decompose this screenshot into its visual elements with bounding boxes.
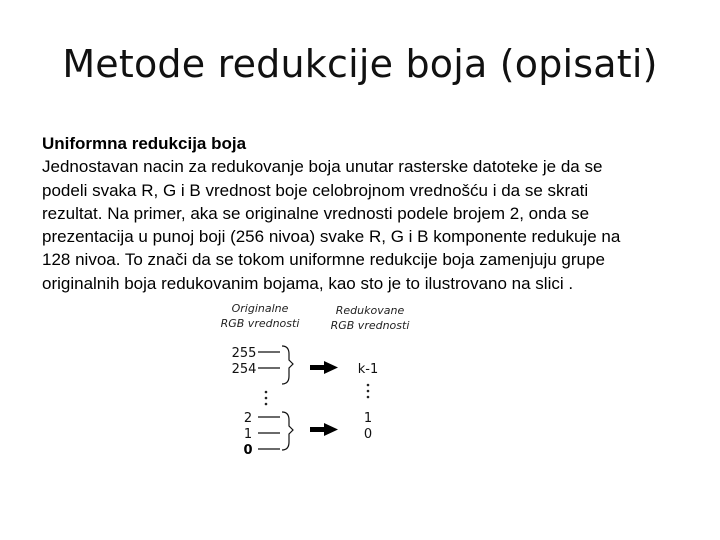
body-line: rezultat. Na primer, aka se originalne vrednosti podele brojem 2, onda se	[42, 203, 590, 223]
body-line: podeli svaka R, G i B vrednost boje celobrojnom vrednošću i da se skrati	[42, 180, 589, 200]
color-reduction-figure	[196, 294, 496, 464]
reduced-value: 0	[363, 427, 373, 442]
original-value: 1	[243, 427, 253, 442]
section-heading: Uniformna redukcija boja	[42, 134, 247, 153]
original-ellipsis-icon	[265, 391, 268, 406]
original-label-line2: RGB vrednosti	[220, 317, 300, 330]
original-value: 2	[243, 411, 253, 426]
body-line: 128 nivoa. To znači da se tokom uniformne redukcije boja zamenjuju grupe	[42, 250, 605, 270]
original-value: 254	[231, 362, 257, 377]
reduced-value: 1	[363, 411, 373, 426]
mapping-arrow-icon	[310, 423, 338, 436]
reduced-value: k-1	[357, 362, 379, 377]
original-value: 255	[231, 346, 257, 361]
group-brace	[282, 412, 293, 450]
body-line: Jednostavan nacin za redukovanje boja unutar rasterske datoteke je da se	[42, 157, 603, 177]
group-brace	[282, 346, 293, 384]
reduction-diagram	[196, 294, 496, 464]
reduced-ellipsis-icon	[367, 384, 370, 399]
original-label-line1: Originalne	[231, 302, 289, 315]
slide-title: Metode redukcije boja (opisati)	[62, 42, 658, 86]
body-line: prezentacija u punoj boji (256 nivoa) svake R, G i B komponente redukuje na	[42, 227, 621, 247]
reduced-label-line1: Redukovane	[335, 304, 405, 317]
mapping-arrow-icon	[310, 361, 338, 374]
slide-body	[42, 132, 682, 295]
body-line: originalnih boja redukovanim bojama, kao sto je to ilustrovano na slici .	[42, 273, 574, 293]
reduced-label-line2: RGB vrednosti	[330, 319, 410, 332]
original-value: 0	[243, 443, 253, 458]
